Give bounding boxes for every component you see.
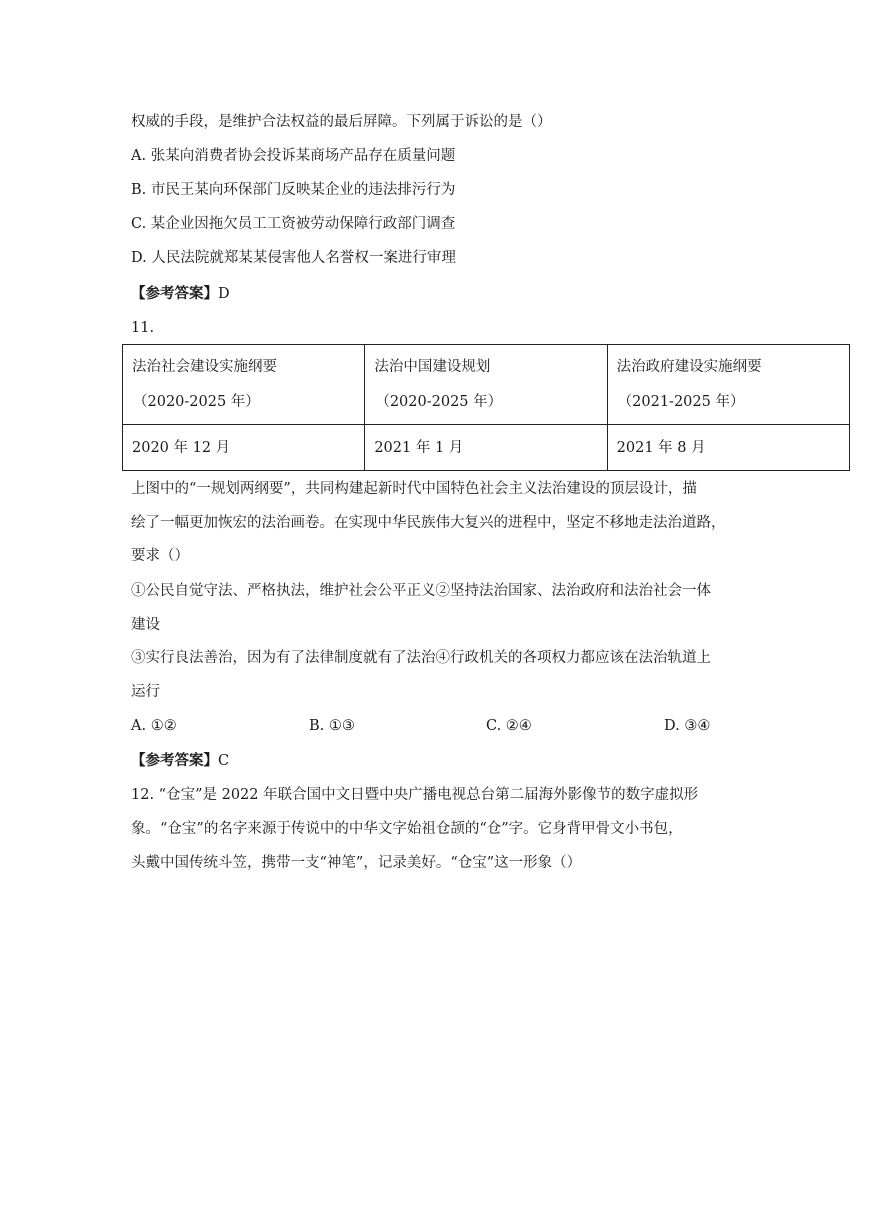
q11-answer-label: 【参考答案】 — [131, 752, 218, 769]
q11-stem-line: 运行 — [131, 684, 160, 700]
table-row — [123, 425, 850, 471]
q11-stem-line: 要求（） — [131, 548, 189, 564]
policy-title: 法治中国建设规划 — [374, 359, 491, 375]
q11-options — [131, 716, 771, 738]
policy-date: 2021 年 1 月 — [365, 425, 607, 471]
q11-option-c: C. ②④ — [486, 718, 532, 734]
policy-title: 法治政府建设实施纲要 — [616, 359, 762, 375]
table-cell — [365, 345, 607, 425]
q10-option-b: B. 市民王某向环保部门反映某企业的违法排污行为 — [131, 182, 456, 198]
q11-option-a: A. ①② — [131, 718, 177, 734]
q11-stem-line: ③实行良法善治，因为有了法律制度就有了法治④行政机关的各项权力都应该在法治轨道上 — [131, 650, 711, 666]
q11-stem-line: 建设 — [131, 617, 160, 633]
policy-date: 2020 年 12 月 — [123, 425, 365, 471]
table-row — [123, 345, 850, 425]
q12-line: 12. “仓宝”是 2022 年联合国中文日暨中央广播电视总台第二届海外影像节的数字虚拟形 — [131, 787, 699, 803]
q10-answer-value: D — [218, 286, 230, 302]
q11-number: 11. — [131, 320, 155, 336]
table-cell — [607, 345, 849, 425]
policy-title: 法治社会建设实施纲要 — [132, 359, 277, 375]
q10-option-c: C. 某企业因拖欠员工工资被劳动保障行政部门调查 — [131, 216, 456, 232]
q10-option-d: D. 人民法院就郑某某侵害他人名誉权一案进行审理 — [131, 250, 456, 266]
q11-stem-line: 绘了一幅更加恢宏的法治画卷。在实现中华民族伟大复兴的进程中，坚定不移地走法治道路， — [131, 515, 726, 531]
policy-range: （2020-2025 年） — [375, 394, 503, 410]
policy-range: （2021-2025 年） — [617, 394, 745, 410]
policy-date: 2021 年 8 月 — [607, 425, 849, 471]
q11-stem-line: 上图中的“一规划两纲要”，共同构建起新时代中国特色社会主义法治建设的顶层设计，描 — [131, 481, 697, 497]
q11-stem-line: ①公民自觉守法、严格执法，维护社会公平正义②坚持法治国家、法治政府和法治社会一体 — [131, 583, 711, 599]
policy-range: （2020-2025 年） — [133, 394, 260, 410]
policy-table — [122, 344, 850, 471]
q10-stem-tail: 权威的手段，是维护合法权益的最后屏障。下列属于诉讼的是（） — [131, 114, 552, 130]
q10-answer — [131, 284, 230, 304]
q10-option-a: A. 张某向消费者协会投诉某商场产品存在质量问题 — [131, 148, 456, 164]
q11-answer-value: C — [218, 753, 230, 769]
q12-line: 头戴中国传统斗笠，携带一支“神笔”，记录美好。“仓宝”这一形象（） — [131, 855, 582, 871]
q11-answer — [131, 751, 229, 771]
q12-line: 象。“仓宝”的名字来源于传说中的中华文字始祖仓颉的“仓”字。它身背甲骨文小书包， — [131, 821, 683, 837]
q11-option-d: D. ③④ — [664, 718, 711, 734]
table-cell — [123, 345, 365, 425]
q10-answer-label: 【参考答案】 — [131, 285, 218, 302]
q11-option-b: B. ①③ — [309, 718, 355, 734]
